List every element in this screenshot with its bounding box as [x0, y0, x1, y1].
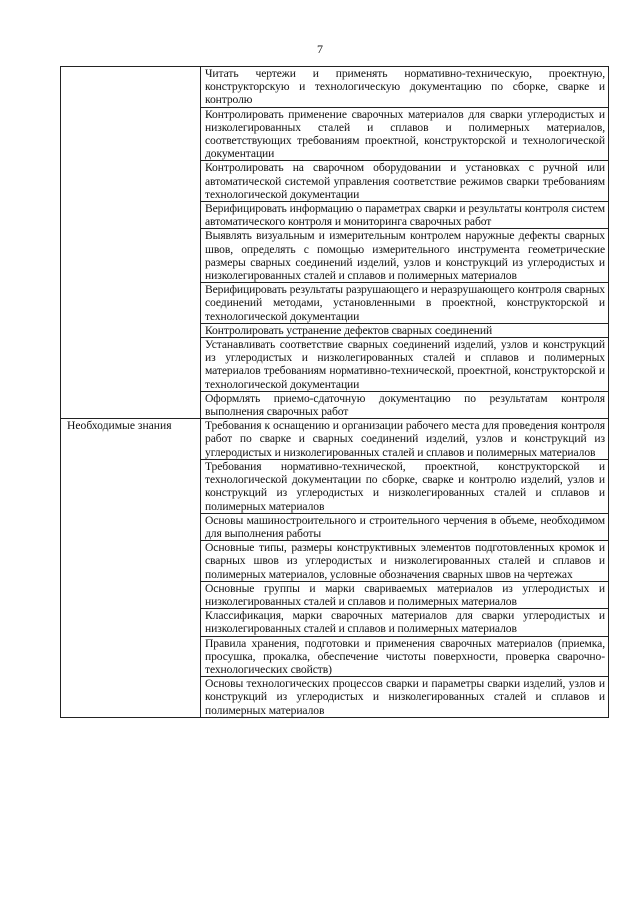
skill-item: Читать чертежи и применять нормативно-техническую, проектную, конструкторскую и технологическую документацию по сборке, сварке и контролю: [201, 67, 609, 108]
skill-item: Оформлять приемо-сдаточную документацию по результатам контроля выполнения сварочных работ: [201, 391, 609, 418]
knowledge-item: Правила хранения, подготовки и применения сварочных материалов (приемка, просушка, прокалка, обеспечение чистоты поверхности, проверка сварочно-технологических свойств): [201, 636, 609, 677]
table-row: [61, 419, 609, 460]
page-number: 7: [317, 42, 323, 56]
knowledge-item: Основные группы и марки свариваемых материалов из углеродистых и низколегированных сталей и сплавов и полимерных материалов: [201, 581, 609, 608]
section-label: Необходимые знания: [61, 419, 201, 717]
knowledge-item: Требования нормативно-технической, проектной, конструкторской и технологической документации по сборке, сварке и контролю изделий, узлов и конструкций из углеродистых и низколегированных сталей и сплавов и полимерных материалов: [201, 459, 609, 513]
knowledge-item: Основы технологических процессов сварки и параметры сварки изделий, узлов и конструкций из углеродистых и низколегированных сталей и сплавов и полимерных материалов: [201, 677, 609, 718]
empty-label-cell: [61, 67, 201, 419]
knowledge-item: Основные типы, размеры конструктивных элементов подготовленных кромок и сварных швов из углеродистых и низколегированных сталей и сплавов и полимерных материалов, условные обозначения сварных швов на чертежах: [201, 541, 609, 582]
skill-item: Верифицировать результаты разрушающего и неразрушающего контроля сварных соединений методами, установленными в проектной, конструкторской и технологической документации: [201, 283, 609, 324]
skill-item: Контролировать устранение дефектов сварных соединений: [201, 323, 609, 337]
table-row: [61, 67, 609, 108]
skill-item: Верифицировать информацию о параметрах сварки и результаты контроля систем автоматического контроля и мониторинга сварочных работ: [201, 202, 609, 229]
knowledge-item: Основы машиностроительного и строительного черчения в объеме, необходимом для выполнения работы: [201, 513, 609, 540]
skill-item: Выявлять визуальным и измерительным контролем наружные дефекты сварных швов, определять с помощью измерительного инструмента геометрические размеры сварных соединений изделий, узлов и конструкций из углеродистых и низколегированных сталей и сплавов и полимерных материалов: [201, 229, 609, 283]
skill-item: Контролировать на сварочном оборудовании и установках с ручной или автоматической системой управления соответствие режимов сварки требованиям технологической документации: [201, 161, 609, 202]
skill-item: Контролировать применение сварочных материалов для сварки углеродистых и низколегированных сталей и сплавов и полимерных материалов, соответствующих требованиям проектной, конструкторской и технологической документации: [201, 107, 609, 161]
skill-item: Устанавливать соответствие сварных соединений изделий, узлов и конструкций из углеродистых и низколегированных сталей и сплавов и полимерных материалов требованиям нормативно-технической, проектной, конструкторской и технологической документации: [201, 338, 609, 392]
requirements-table: [60, 66, 609, 718]
knowledge-item: Требования к оснащению и организации рабочего места для проведения контроля работ по сварке и сварных соединений изделий, узлов и конструкций из углеродистых и низколегированных сталей и сплавов и полимерных материалов: [201, 419, 609, 460]
knowledge-item: Классификация, марки сварочных материалов для сварки углеродистых и низколегированных сталей и сплавов и полимерных материалов: [201, 609, 609, 636]
